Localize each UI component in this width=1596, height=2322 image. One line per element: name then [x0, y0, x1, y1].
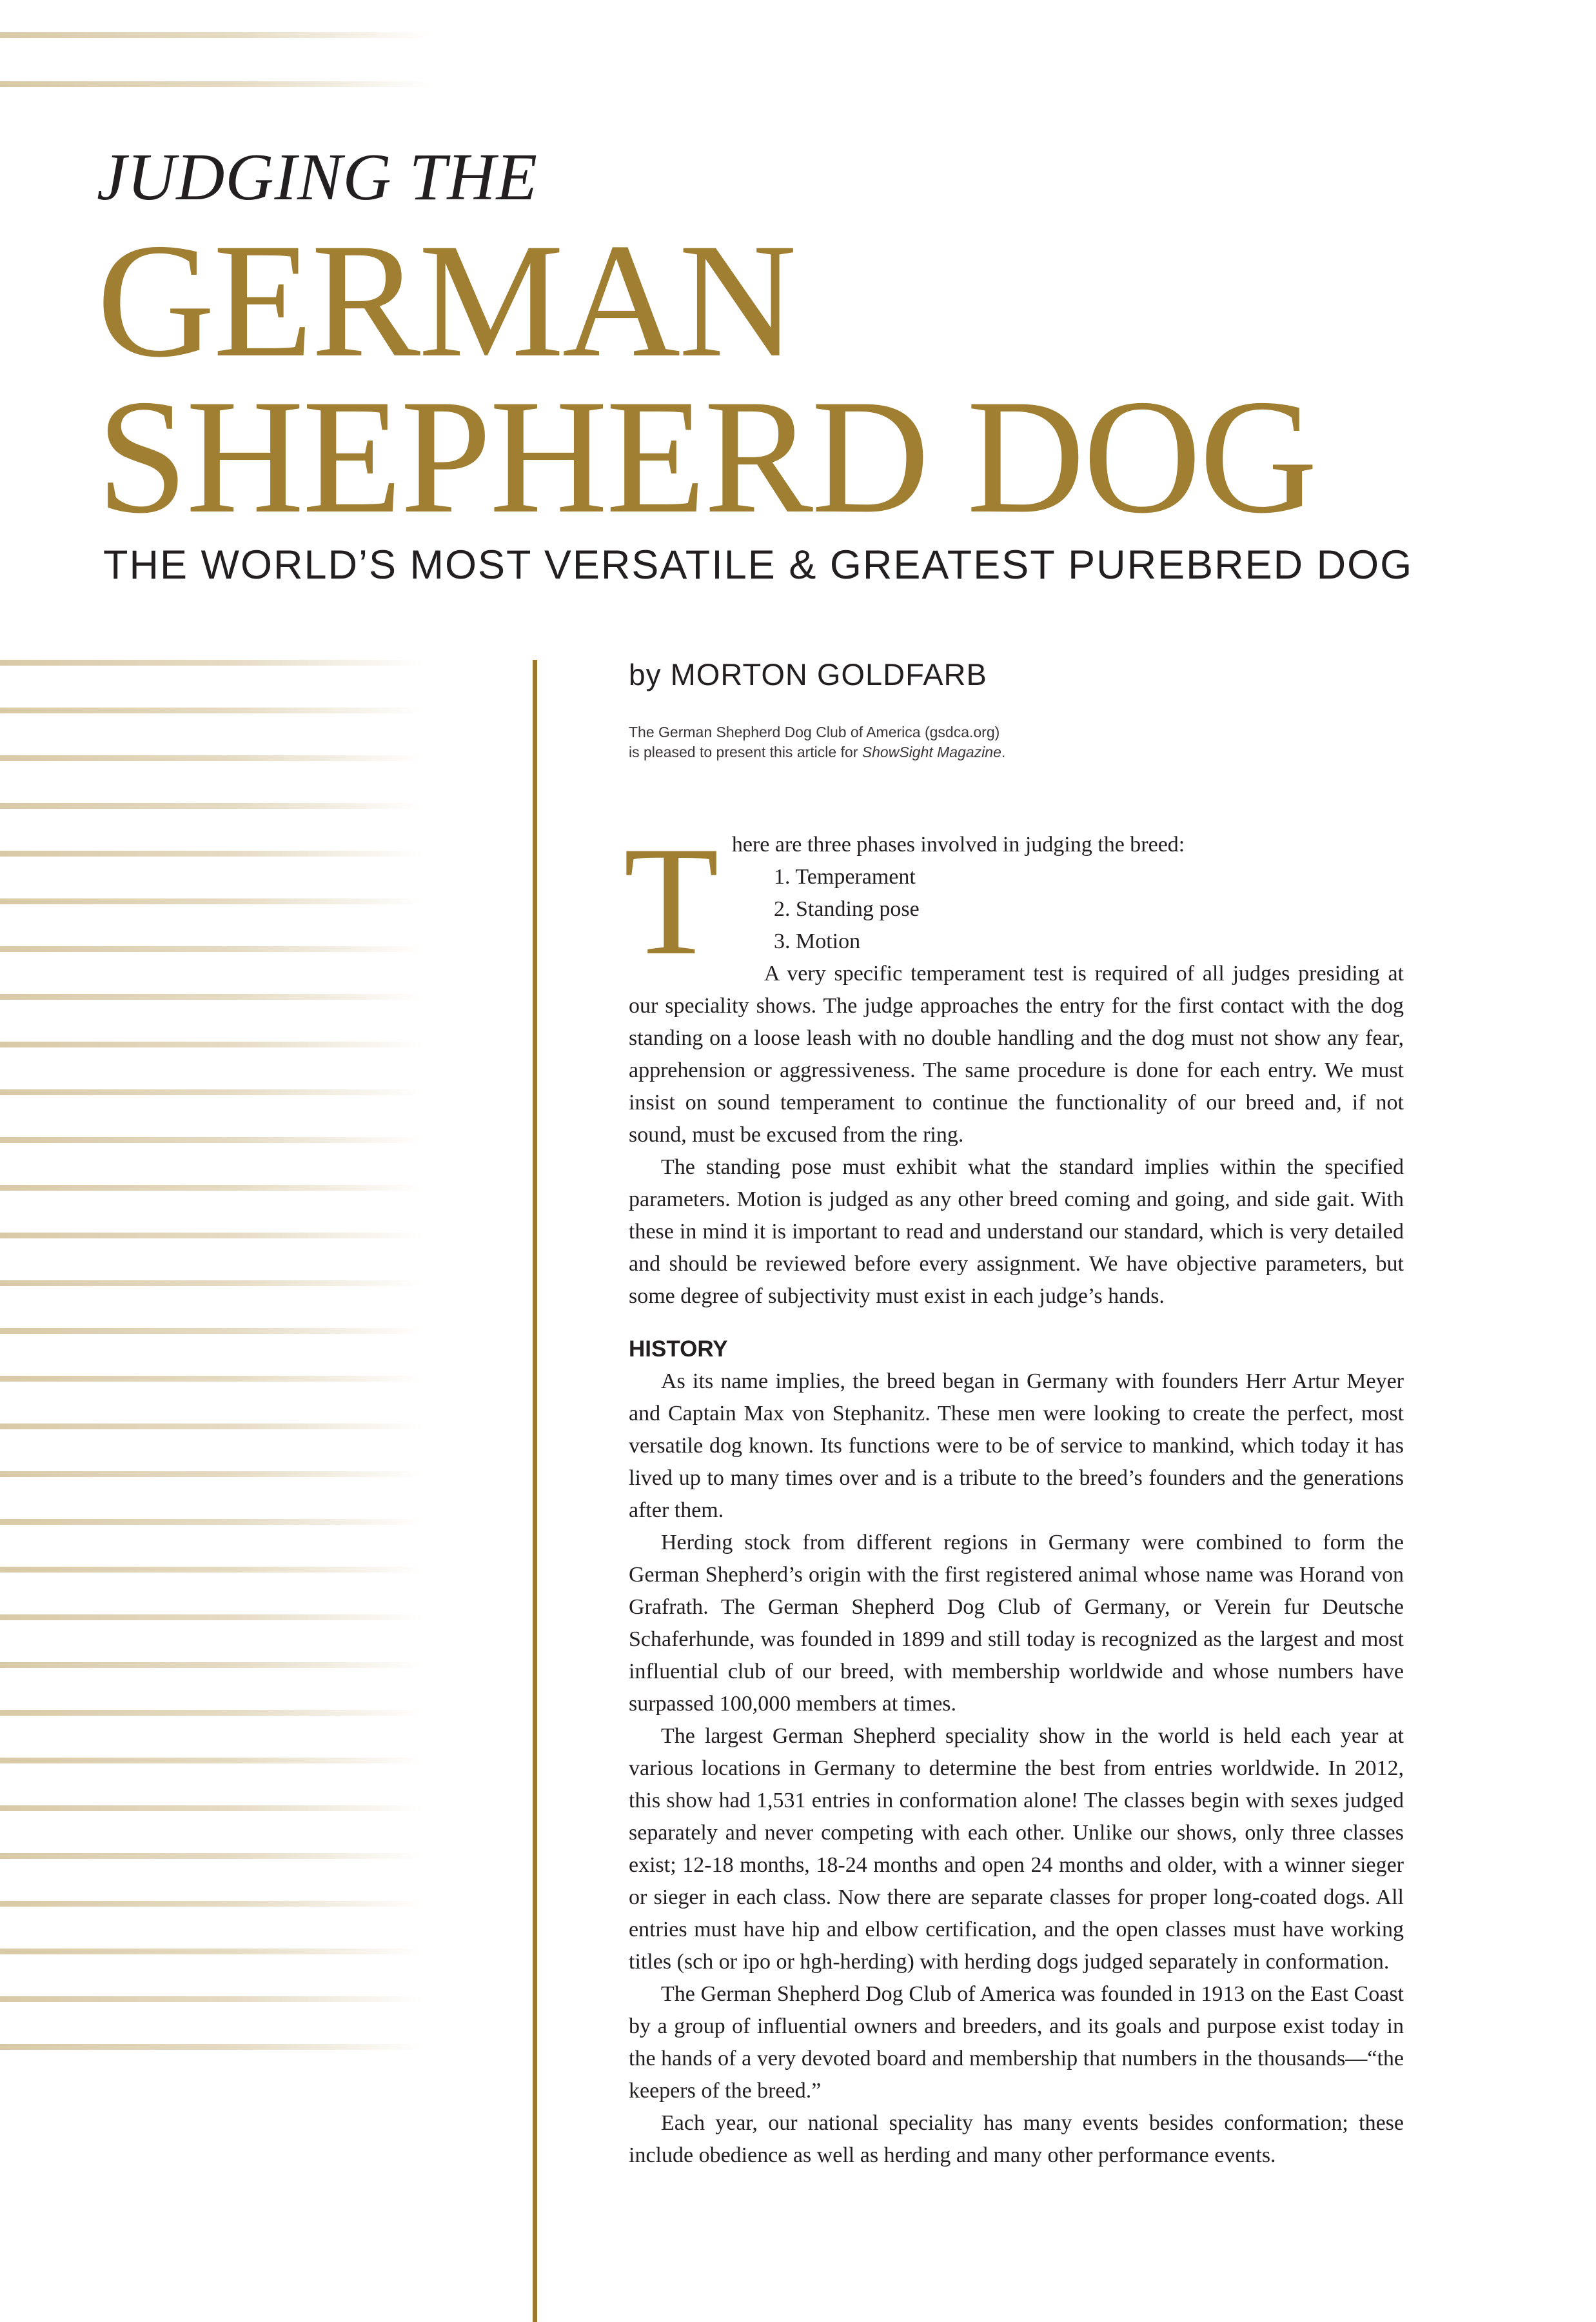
- decorative-line: [0, 1089, 422, 1095]
- decorative-line: [0, 851, 422, 857]
- decorative-line: [0, 1280, 422, 1286]
- decorative-line: [0, 1233, 422, 1238]
- decorative-line: [0, 1376, 422, 1382]
- title-line-2: SHEPHERD DOG: [97, 366, 1316, 547]
- decorative-line: [0, 1853, 422, 1859]
- section-heading-history: HISTORY: [629, 1336, 728, 1362]
- intro-note: [629, 722, 1209, 762]
- decorative-line: [0, 1996, 422, 2002]
- decorative-line: [0, 81, 432, 87]
- spacer: [629, 1313, 1404, 1323]
- magazine-name: ShowSight Magazine: [862, 744, 1001, 760]
- decorative-line: [0, 1328, 422, 1334]
- decorative-line: [0, 1949, 422, 1954]
- decorative-line: [0, 1471, 422, 1477]
- vertical-rule: [533, 660, 537, 2322]
- decorative-line: [0, 32, 432, 38]
- intro-line-2: [629, 742, 1209, 762]
- decorative-line: [0, 1137, 422, 1143]
- article-body: [624, 815, 1404, 2172]
- intro-text: is pleased to present this article for: [629, 744, 862, 760]
- decorative-line: [0, 660, 422, 666]
- page-title: [97, 210, 1316, 547]
- decorative-line: [0, 1519, 422, 1525]
- drop-cap: T: [624, 815, 719, 987]
- list-item: 1. Temperament: [774, 865, 916, 889]
- title-line-1: GERMAN: [97, 210, 795, 391]
- list-item: 2. Standing pose: [774, 897, 920, 921]
- paragraph: Herding stock from different regions in Germany were combined to form the German Shepherd’s origin with the first registered animal whose name was Horand von Grafrath. The German Shepherd Dog Club of Germany, or Verein fur Deutsche Schaferhunde, was founded in 1899 and still today is recognized as the largest and most influential club of our breed, with membership worldwide and whose numbers have surpassed 100,000 members at times.: [629, 1531, 1404, 1716]
- decorative-line: [0, 1901, 422, 1907]
- title-kicker: JUDGING THE: [97, 140, 538, 214]
- paragraph: The standing pose must exhibit what the standard implies within the specified parameters. Motion is judged as any other breed coming and going, and side gait. With these in mind it is important to read and understand our standard, which is very detailed and should be reviewed before every assignment. We have objective parameters, but some degree of subjectivity must exist in each judge’s hands.: [629, 1155, 1404, 1308]
- page-subtitle: THE WORLD’S MOST VERSATILE & GREATEST PUREBRED DOG: [103, 542, 1414, 588]
- decorative-line: [0, 1614, 422, 1620]
- opening-line: here are three phases involved in judging the breed:: [731, 833, 1185, 857]
- decorative-line: [0, 755, 422, 761]
- paragraph: The German Shepherd Dog Club of America was founded in 1913 on the East Coast by a group of influential owners and breeders, and its goals and purpose exist today in the hands of a very devoted board and membership that numbers in the thousands—“the keepers of the breed.”: [629, 1982, 1404, 2103]
- decorative-line: [0, 803, 422, 809]
- byline-prefix: by: [629, 658, 662, 691]
- decorative-line: [0, 1758, 422, 1763]
- byline: [629, 657, 987, 692]
- decorative-line: [0, 708, 422, 713]
- paragraph: Each year, our national speciality has many events besides conformation; these include obedience as well as herding and many other performance events.: [629, 2111, 1404, 2167]
- intro-line-1: The German Shepherd Dog Club of America (gsdca.org): [629, 724, 1000, 740]
- list-item: 3. Motion: [774, 929, 861, 953]
- byline-author: MORTON GOLDFARB: [670, 657, 987, 691]
- paragraph: A very specific temperament test is required of all judges presiding at our speciality shows. The judge approaches the entry for the first contact with the dog standing on a loose leash with no double handling and the dog must not show any fear, apprehension or aggressiveness. The same procedure is done for each entry. We must insist on sound temperament to continue the functionality of our breed and, if not sound, must be excused from the ring.: [629, 962, 1404, 1147]
- decorative-line: [0, 898, 422, 904]
- decorative-line: [0, 1185, 422, 1191]
- paragraph: The largest German Shepherd speciality show in the world is held each year at various locations in Germany to determine the best from entries worldwide. In 2012, this show had 1,531 entries in conformation alone! The classes begin with sexes judged separately and never competing with each other. Unlike our shows, only three classes exist; 12-18 months, 18-24 months and open 24 months and older, with a winner sieger or sieger in each class. Now there are separate classes for proper long-coated dogs. All entries must have hip and elbow certification, and the open classes must have working titles (sch or ipo or hgh-herding) with herding dogs judged separately in conformation.: [629, 1724, 1404, 1974]
- paragraph: As its name implies, the breed began in Germany with founders Herr Artur Meyer and Captain Max von Stephanitz. These men were looking to create the perfect, most versatile dog known. Its functions were to be of service to mankind, which today it has lived up to many times over and is a tribute to the breed’s founders and the generations after them.: [629, 1369, 1404, 1522]
- phases-list: [629, 861, 1404, 958]
- intro-period: .: [1001, 744, 1006, 760]
- decorative-line: [0, 1424, 422, 1429]
- decorative-line: [0, 994, 422, 1000]
- decorative-line: [0, 1805, 422, 1811]
- decorative-line: [0, 1710, 422, 1716]
- decorative-line: [0, 1567, 422, 1573]
- decorative-line: [0, 946, 422, 952]
- decorative-line: [0, 1042, 422, 1047]
- decorative-line: [0, 2044, 422, 2050]
- decorative-line: [0, 1662, 422, 1668]
